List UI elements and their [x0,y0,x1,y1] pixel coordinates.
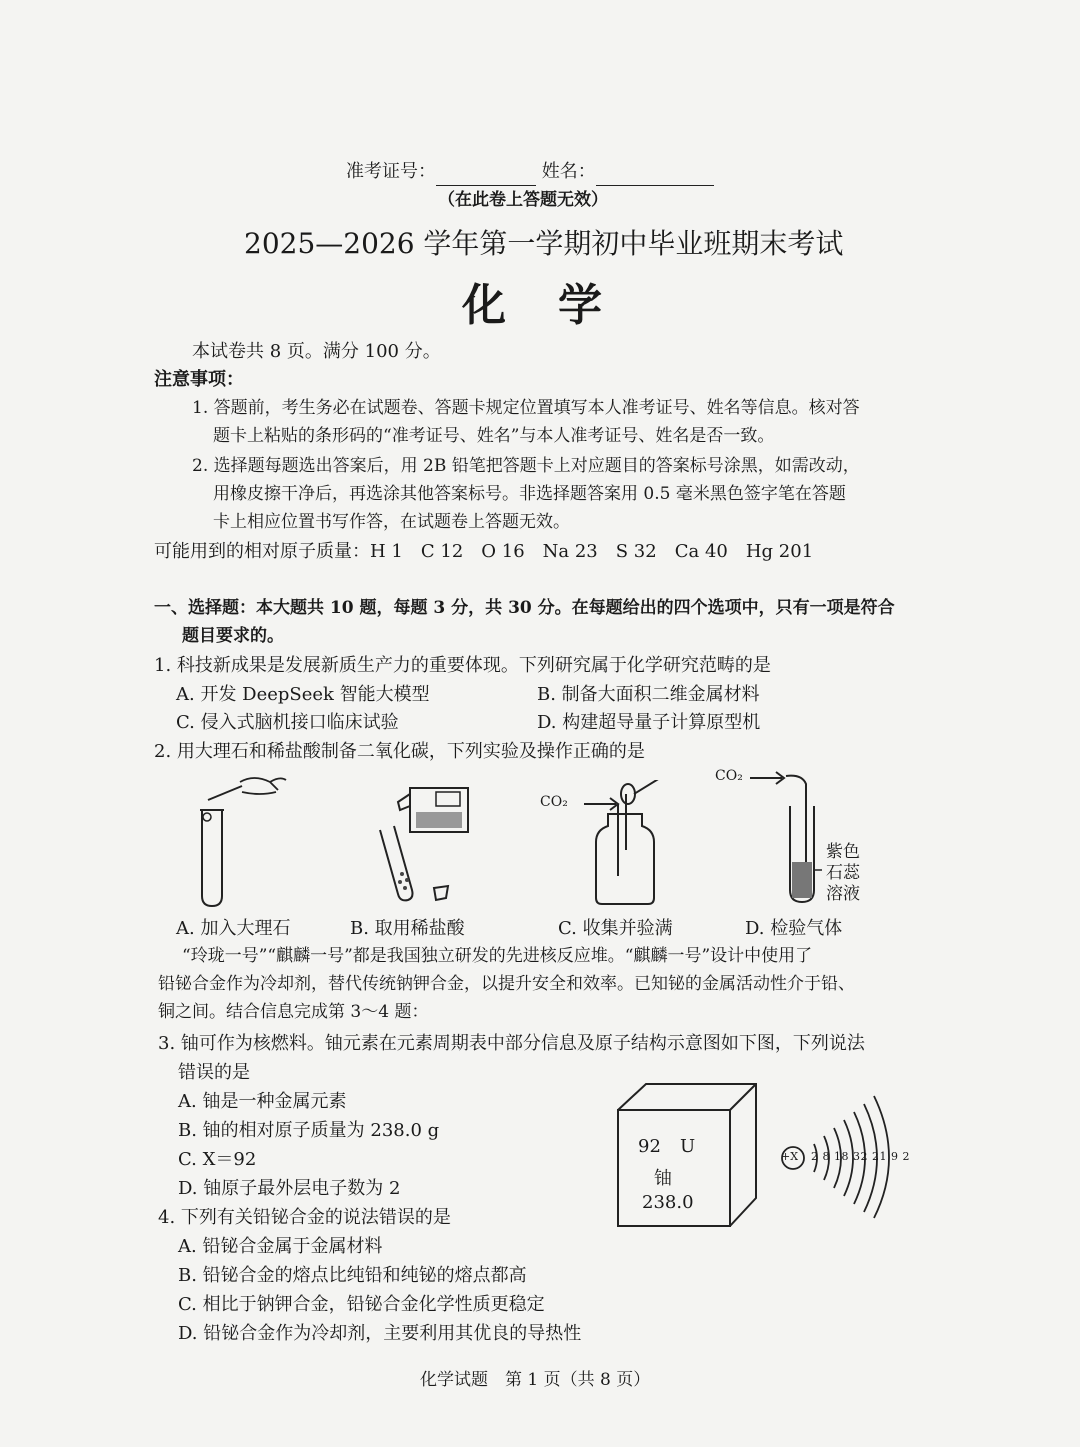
figure-c-co2-label: CO₂ [540,794,568,810]
exam-id-label: 准考证号： [346,161,436,182]
q4-option-c[interactable]: C. 相比于钠钾合金，铅铋合金化学性质更稳定 [178,1294,545,1315]
q2-option-a[interactable]: A. 加入大理石 [176,918,291,939]
q1-stem: 1. 科技新成果是发展新质生产力的重要体现。下列研究属于化学研究范畴的是 [154,655,771,676]
q1-option-a[interactable]: A. 开发 DeepSeek 智能大模型 [176,684,430,705]
passage-line-2: 铅铋合金作为冷却剂，替代传统钠钾合金，以提升安全和效率。已知铋的金属活动性介于铅、 [158,974,855,994]
notes-heading: 注意事项： [154,369,244,390]
atomic-masses: 可能用到的相对原子质量：H 1 C 12 O 16 Na 23 S 32 Ca 40 Hg 201 [154,541,814,562]
litmus-label [826,842,860,905]
cell-name: 铀 [654,1168,672,1189]
q2-stem: 2. 用大理石和稀盐酸制备二氧化碳，下列实验及操作正确的是 [154,741,645,762]
invalid-note: （在此卷上答题无效） [438,190,608,210]
q2-option-b[interactable]: B. 取用稀盐酸 [350,918,465,939]
q4-option-d[interactable]: D. 铅铋合金作为冷却剂，主要利用其优良的导热性 [178,1323,582,1344]
note-2-line-2: 用橡皮擦干净后，再选涂其他答案标号。非选择题答案用 0.5 毫米黑色签字笔在答题 [213,484,846,504]
q4-stem: 4. 下列有关铅铋合金的说法错误的是 [158,1207,451,1228]
note-2-line-1: 2. 选择题每题选出答案后，用 2B 铅笔把答题卡上对应题目的答案标号涂黑，如需改动， [192,456,860,476]
litmus-label-1: 紫色 [826,842,860,862]
cell-atomic-number: 92 [638,1136,661,1157]
name-field[interactable] [596,165,714,186]
q3-stem-line-1: 3. 铀可作为核燃料。铀元素在元素周期表中部分信息及原子结构示意图如下图，下列说法 [158,1033,865,1054]
figure-d-co2-label: CO₂ [715,768,743,784]
figure-a-add-marble [180,770,290,910]
q1-option-b[interactable]: B. 制备大面积二维金属材料 [537,684,760,705]
electron-shells: 2 8 18 32 21 9 2 [811,1150,910,1163]
passage-line-3: 铜之间。结合信息完成第 3～4 题： [158,1002,429,1022]
q3-stem-line-2: 错误的是 [178,1062,250,1083]
litmus-label-3: 溶液 [826,884,860,904]
q2-option-d[interactable]: D. 检验气体 [745,918,843,939]
cell-atomic-mass: 238.0 [642,1192,694,1213]
q4-option-b[interactable]: B. 铅铋合金的熔点比纯铅和纯铋的熔点都高 [178,1265,527,1286]
exam-id-field[interactable] [436,165,536,186]
intro: 本试卷共 8 页。满分 100 分。 [192,341,441,362]
name-label: 姓名： [541,161,596,182]
nucleus-charge: +X [781,1150,799,1163]
note-1-line-2: 题卡上粘贴的条形码的“准考证号、姓名”与本人准考证号、姓名是否一致。 [213,426,775,446]
litmus-label-2: 石蕊 [826,863,860,883]
q3-option-d[interactable]: D. 铀原子最外层电子数为 2 [178,1178,401,1199]
q4-option-a[interactable]: A. 铅铋合金属于金属材料 [178,1236,383,1257]
q1-option-d[interactable]: D. 构建超导量子计算原型机 [537,712,761,733]
q2-option-c[interactable]: C. 收集并验满 [558,918,673,939]
figure-b-pour-acid [370,772,480,912]
candidate-info [346,158,714,186]
q3-option-a[interactable]: A. 铀是一种金属元素 [178,1091,347,1112]
section-1-heading-line-1: 一、选择题：本大题共 10 题，每题 3 分，共 30 分。在每题给出的四个选项中，只有一项是符合 [154,598,895,618]
q3-option-c[interactable]: C. X＝92 [178,1149,257,1170]
figure-d-test-tube [750,766,830,916]
exam-title: 2025—2026 学年第一学期初中毕业班期末考试 [244,227,844,260]
q3-option-b[interactable]: B. 铀的相对原子质量为 238.0 g [178,1120,440,1141]
figure-c-gas-bottle [582,780,672,910]
cell-symbol: U [680,1136,696,1157]
note-2-line-3: 卡上相应位置书写作答，在试题卷上答题无效。 [213,512,570,532]
q1-option-c[interactable]: C. 侵入式脑机接口临床试验 [176,712,399,733]
note-1-line-1: 1. 答题前，考生务必在试题卷、答题卡规定位置填写本人准考证号、姓名等信息。核对答 [192,398,860,418]
subject-title: 化 学 [462,280,606,331]
passage-line-1: “玲珑一号”“麒麟一号”都是我国独立研发的先进核反应堆。“麒麟一号”设计中使用了 [182,946,813,966]
section-1-heading-line-2: 题目要求的。 [182,626,284,646]
page-footer: 化学试题 第 1 页（共 8 页） [420,1370,651,1390]
